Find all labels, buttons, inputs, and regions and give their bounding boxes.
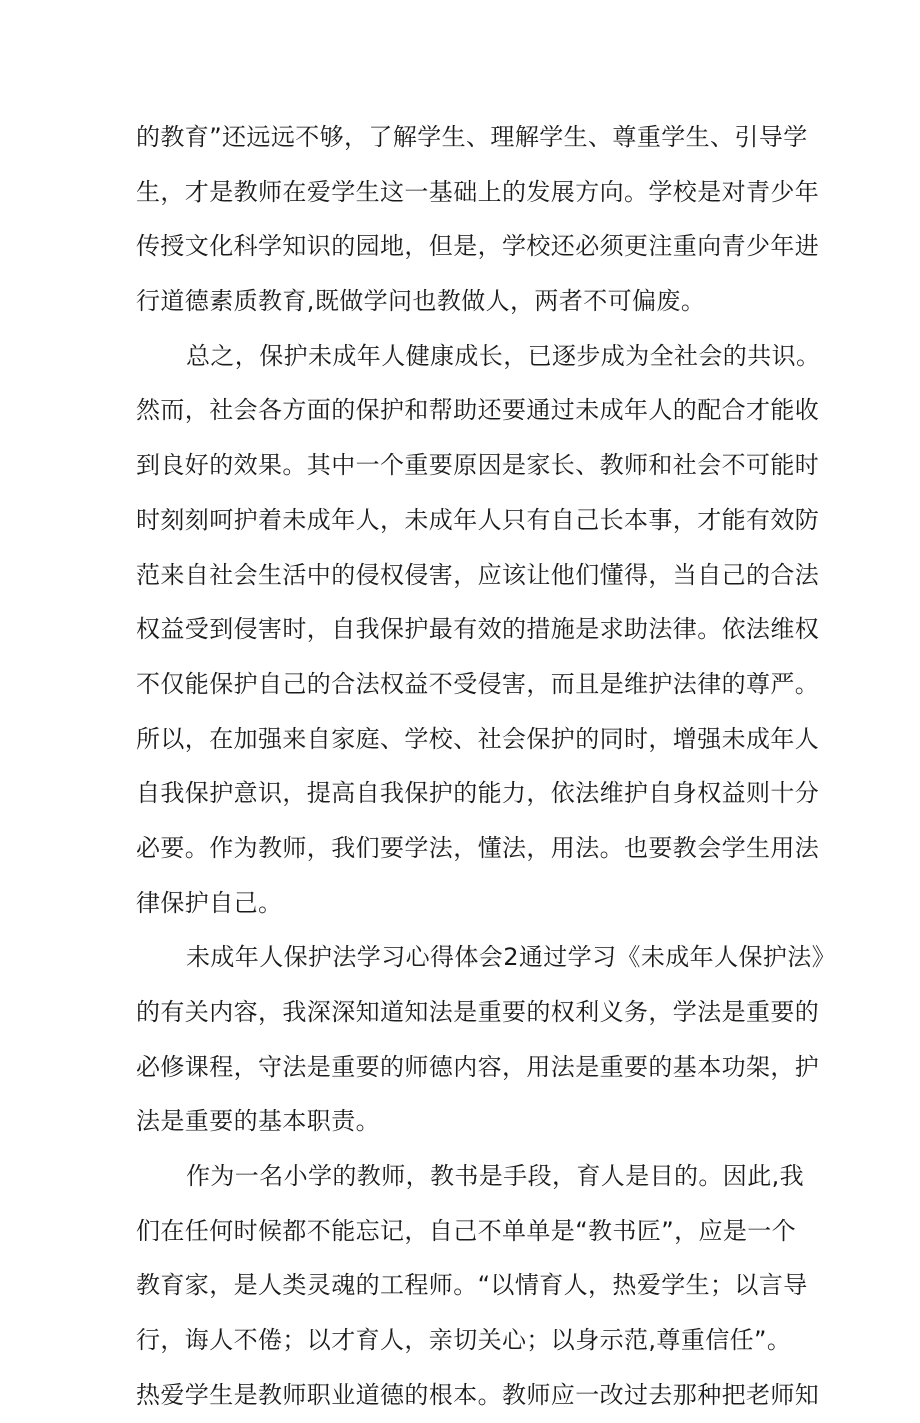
paragraph-start-line: 未成年人保护法学习心得体会2通过学习《未成年人保护法》: [186, 943, 837, 972]
text-line: 所以，在加强来自家庭、学校、社会保护的同时，增强未成年人: [136, 724, 820, 753]
text-line: 传授文化科学知识的园地，但是，学校还必须更注重向青少年进: [136, 232, 820, 261]
text-line: 必修课程，守法是重要的师德内容，用法是重要的基本功架，护: [136, 1052, 820, 1081]
text-line: 的教育”还远远不够，了解学生、理解学生、尊重学生、引导学: [136, 123, 808, 151]
text-line: 必要。作为教师，我们要学法，懂法，用法。也要教会学生用法: [136, 833, 820, 862]
paragraph-start-line: 作为一名小学的教师，教书是手段，育人是目的。因此,我: [186, 1162, 805, 1191]
text-line: 时刻刻呵护着未成年人，未成年人只有自己长本事，才能有效防: [136, 505, 820, 534]
text-line: 们在任何时候都不能忘记，自己不单单是“教书匠”，应是一个: [136, 1216, 797, 1245]
text-line: 然而，社会各方面的保护和帮助还要通过未成年人的配合才能收: [136, 396, 820, 425]
text-line: 的有关内容，我深深知道知法是重要的权利义务，学法是重要的: [136, 998, 820, 1026]
text-line: 行道德素质教育,既做学问也教做人，两者不可偏废。: [136, 287, 706, 316]
text-line: 律保护自己。: [136, 888, 283, 917]
document-body: [136, 110, 837, 1423]
text-line: 热爱学生是教师职业道德的根本。教师应一改过去那种把老师知: [136, 1380, 820, 1409]
text-line: 范来自社会生活中的侵权侵害，应该让他们懂得，当自己的合法: [136, 560, 820, 589]
text-line: 生，才是教师在爱学生这一基础上的发展方向。学校是对青少年: [136, 177, 820, 206]
text-line: 不仅能保护自己的合法权益不受侵害，而且是维护法律的尊严。: [136, 669, 820, 698]
paragraph-start-line: 总之，保护未成年人健康成长，已逐步成为全社会的共识。: [186, 341, 821, 370]
text-line: 自我保护意识，提高自我保护的能力，依法维护自身权益则十分: [136, 779, 820, 808]
text-line: 到良好的效果。其中一个重要原因是家长、教师和社会不可能时: [136, 451, 820, 480]
text-line: 法是重要的基本职责。: [136, 1107, 380, 1136]
text-line: 行，诲人不倦；以才育人，亲切关心；以身示范,尊重信任”。: [136, 1326, 792, 1355]
text-line: 教育家，是人类灵魂的工程师。“以情育人，热爱学生；以言导: [136, 1271, 808, 1300]
text-line: 权益受到侵害时，自我保护最有效的措施是求助法律。依法维权: [136, 615, 820, 644]
